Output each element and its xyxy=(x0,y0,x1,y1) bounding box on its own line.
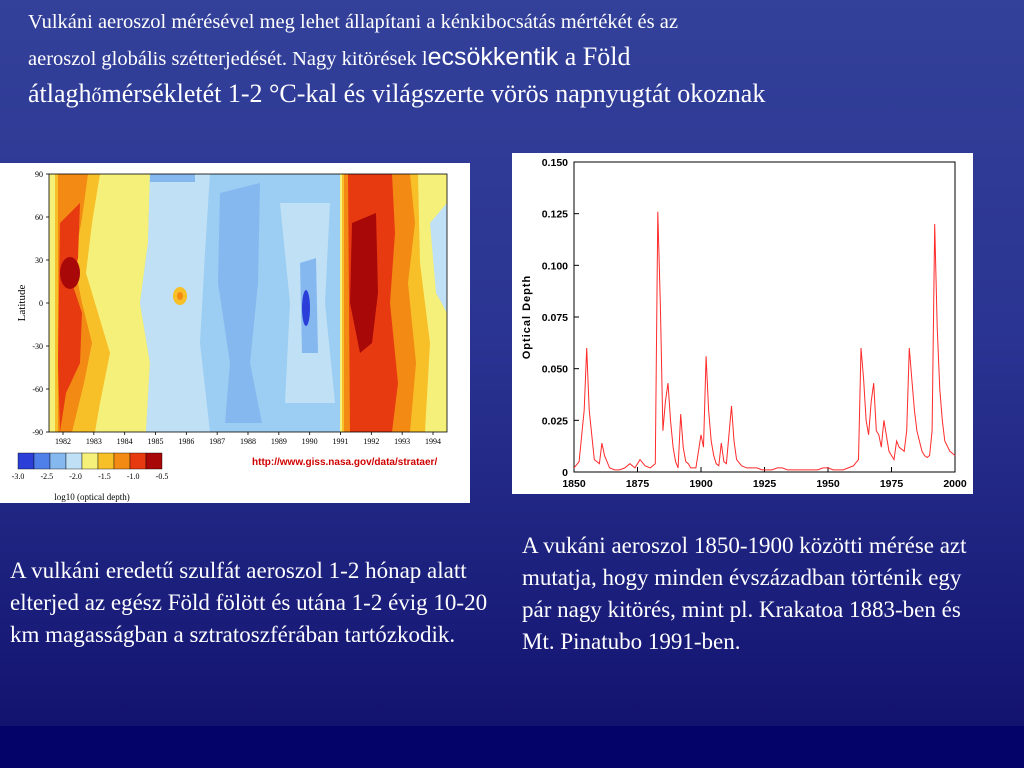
heatmap-y-tick-label: -60 xyxy=(32,385,43,394)
heatmap-x-tick-label: 1991 xyxy=(332,437,349,446)
colorbar-swatch xyxy=(146,453,162,469)
line-x-tick-label: 1975 xyxy=(879,478,904,490)
heatmap-y-tick-label: 30 xyxy=(35,256,43,265)
colorbar-swatch xyxy=(50,453,66,469)
title-line-3-c: mérsékletét 1-2 °C-kal és világszerte vörös napnyugtát okoznak xyxy=(101,79,766,109)
colorbar-swatch xyxy=(34,453,50,469)
line-y-tick-label: 0.050 xyxy=(541,363,568,376)
colorbar-swatch xyxy=(66,453,82,469)
colorbar-tick-label: -3.0 xyxy=(11,472,25,481)
heatmap-colorbar xyxy=(12,453,169,481)
title-line-3 xyxy=(28,75,1013,113)
heatmap-x-tick-label: 1985 xyxy=(147,437,164,446)
colorbar-tick-label: -2.5 xyxy=(40,472,54,481)
heatmap-x-tick-label: 1992 xyxy=(363,437,380,446)
heatmap-y-tick-label: 60 xyxy=(35,213,43,222)
optical-depth-series xyxy=(574,212,955,470)
title-line-2-end: a Föld xyxy=(558,41,631,71)
line-ylabel: Optical Depth xyxy=(521,274,533,360)
colorbar-swatch xyxy=(130,453,146,469)
colorbar-swatch xyxy=(82,453,98,469)
line-y-tick-label: 0.100 xyxy=(541,260,568,273)
line-y-tick-label: 0.150 xyxy=(541,157,568,169)
colorbar-swatch xyxy=(98,453,114,469)
line-x-tick-label: 1950 xyxy=(816,478,840,490)
title-line-2-emph: ecsökkentik xyxy=(427,42,559,71)
heatmap-x-tick-label: 1994 xyxy=(425,437,441,446)
line-x-ticks xyxy=(562,467,967,490)
heatmap-x-tick-label: 1987 xyxy=(209,437,226,446)
heatmap-x-tick-label: 1993 xyxy=(394,437,411,446)
line-x-tick-label: 2000 xyxy=(943,478,967,490)
heatmap-y-tick-label: 0 xyxy=(39,299,43,308)
left-caption: A vulkáni eredetű szulfát aeroszol 1-2 hónap alatt elterjed az egész Föld fölött és utána 1-2 évig 10-20 km magasságban a sztratoszférában tartózkodik. xyxy=(10,558,488,647)
title-line-3-b: ő xyxy=(91,85,102,108)
heatmap-x-ticks xyxy=(55,432,441,446)
colorbar-tick-label: -2.0 xyxy=(69,472,82,481)
heatmap-y-tick-label: -90 xyxy=(32,428,43,437)
source-url: http://www.giss.nasa.gov/data/strataer/ xyxy=(252,457,438,468)
colorbar-label: log10 (optical depth) xyxy=(54,492,130,502)
colorbar-swatch xyxy=(114,453,130,469)
heatmap-ylabel: Latitude xyxy=(16,284,28,322)
line-y-tick-label: 0.075 xyxy=(541,312,568,324)
heatmap-y-tick-label: 90 xyxy=(35,170,43,179)
right-caption: A vukáni aeroszol 1850-1900 közötti mérése azt mutatja, hogy minden évszázadban történik egy pár nagy kitörés, mint pl. Krakatoa 1883-ben és Mt. Pinatubo 1991-ben. xyxy=(522,533,967,654)
heatmap-x-tick-label: 1988 xyxy=(240,437,256,446)
heatmap-x-tick-label: 1990 xyxy=(301,437,318,446)
line-y-tick-label: 0 xyxy=(562,467,568,479)
colorbar-tick-label: -1.5 xyxy=(98,472,111,481)
title-line-2 xyxy=(28,38,1013,76)
title-line-2-start: aeroszol globális szétterjedését. Nagy kitörések l xyxy=(28,47,428,70)
colorbar-tick-label: -0.5 xyxy=(155,472,169,481)
colorbar-swatch xyxy=(18,453,34,469)
heatmap-x-tick-label: 1989 xyxy=(270,437,287,446)
optical-depth-panel xyxy=(512,153,973,494)
title-line-1: Vulkáni aeroszol mérésével meg lehet állapítani a kénkibocsátás mértékét és az xyxy=(28,11,678,33)
line-y-ticks xyxy=(542,157,579,479)
footer-band xyxy=(0,726,1024,768)
heatmap-x-tick-label: 1983 xyxy=(85,437,102,446)
heatmap-x-tick-label: 1986 xyxy=(178,437,195,446)
line-y-tick-label: 0.125 xyxy=(541,208,568,221)
optical-depth-chart xyxy=(512,153,973,494)
heatmap-x-tick-label: 1984 xyxy=(116,437,133,446)
colorbar-tick-label: -1.0 xyxy=(126,472,140,481)
title-line-3-a: átlagh xyxy=(28,79,92,109)
heatmap-x-tick-label: 1982 xyxy=(55,437,71,446)
line-y-tick-label: 0.025 xyxy=(541,415,568,428)
heatmap-chart xyxy=(0,163,470,503)
line-x-tick-label: 1850 xyxy=(562,478,586,490)
line-x-tick-label: 1900 xyxy=(689,478,713,490)
line-x-tick-label: 1875 xyxy=(625,478,650,490)
line-x-tick-label: 1925 xyxy=(752,478,777,490)
heatmap-y-ticks xyxy=(32,170,49,437)
heatmap-panel xyxy=(0,163,470,503)
slide-title xyxy=(28,8,1013,113)
heatmap-y-tick-label: -30 xyxy=(32,342,43,351)
